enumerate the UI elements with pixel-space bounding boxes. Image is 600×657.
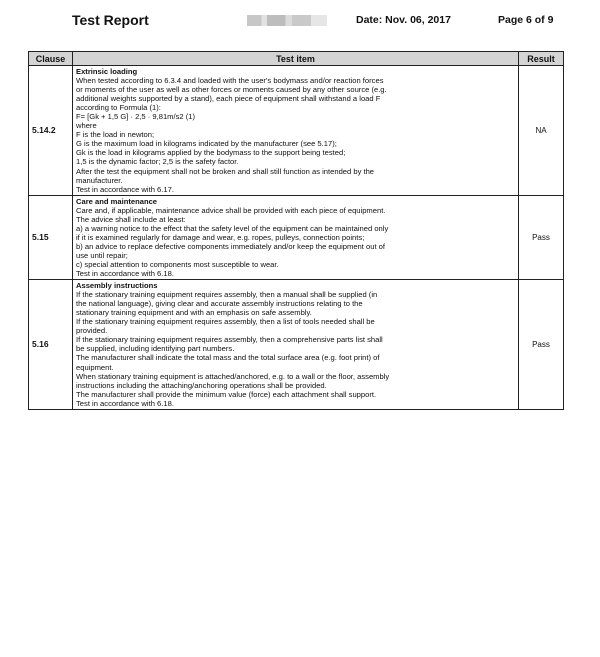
- test-item-text-line: When stationary training equipment is attached/anchored, e.g. to a wall or the floor, assembly: [76, 371, 390, 381]
- test-item-text-line: use until repair;: [76, 250, 128, 260]
- test-item-text-line: F is the load in newton;: [76, 130, 155, 140]
- test-item-text-line: The manufacturer shall provide the minimum value (force) each attachment shall support.: [76, 389, 377, 399]
- table-header-row: [29, 52, 564, 66]
- test-item-text-line: The advice shall include at least:: [76, 214, 186, 224]
- test-item-text-line: additional weights supported by a stand), each piece of equipment shall withstand a load F: [76, 94, 381, 104]
- test-item-text-line: When tested according to 6.3.4 and loaded with the user's bodymass and/or reaction forces: [76, 76, 384, 86]
- column-header-clause: Clause: [29, 52, 73, 66]
- test-item-text-line: c) special attention to components most susceptible to wear.: [76, 259, 279, 269]
- test-item-text-line: provided.: [76, 326, 108, 336]
- test-item-text-line: manufacturer.: [76, 175, 123, 185]
- test-item-text-line: or moments of the user as well as other forces or moments caused by any other source (e.g.: [76, 85, 387, 95]
- test-item-text-line: stationary training equipment and with an emphasis on safe assembly.: [76, 308, 312, 318]
- test-item-text-line: After the test the equipment shall not be broken and shall still function as intended by the: [76, 166, 375, 176]
- test-item-text-line: If the stationary training equipment requires assembly, then a manual shall be supplied (in: [76, 290, 378, 300]
- test-item-text-line: the national language), giving clear and accurate assembly instructions relating to the: [76, 299, 363, 309]
- test-item-text-line: according to Formula (1):: [76, 103, 161, 113]
- page-header: [0, 12, 600, 36]
- test-item-text-line: G is the maximum load in kilograms indicated by the manufacturer (see 5.17);: [76, 139, 337, 149]
- test-item-cell: [73, 280, 519, 410]
- test-item-text-line: Test in accordance with 6.18.: [76, 269, 174, 279]
- result-cell: Pass: [519, 280, 564, 410]
- result-cell: Pass: [519, 195, 564, 279]
- table-row: [29, 66, 564, 196]
- test-item-text-line: Test in accordance with 6.17.: [76, 184, 174, 194]
- test-item-text-line: The manufacturer shall indicate the total mass and the total surface area (e.g. foot print) of: [76, 353, 380, 363]
- test-item-cell: [73, 195, 519, 279]
- test-item-text-line: instructions including the attaching/anchoring operations shall be provided.: [76, 380, 327, 390]
- test-item-text-line: If the stationary training equipment requires assembly, then a list of tools needed shall be: [76, 317, 375, 327]
- test-item-text-line: where: [76, 121, 97, 131]
- test-item-table: [28, 51, 564, 410]
- test-item-text-line: Care and, if applicable, maintenance advice shall be provided with each piece of equipment.: [76, 205, 386, 215]
- column-header-test-item: Test item: [73, 52, 519, 66]
- test-item-title: Extrinsic loading: [76, 67, 138, 76]
- test-item-text-line: if it is examined regularly for damage and wear, e.g. ropes, pulleys, connection points;: [76, 232, 365, 242]
- test-item-text-line: If the stationary training equipment requires assembly, then a comprehensive parts list shall: [76, 335, 383, 345]
- test-item-title: Assembly instructions: [76, 281, 158, 291]
- test-item-title: Care and maintenance: [76, 196, 158, 206]
- test-item-text-line: Test in accordance with 6.18.: [76, 398, 174, 408]
- test-item-text-line: 1,5 is the dynamic factor; 2,5 is the safety factor.: [76, 157, 239, 167]
- clause-cell: 5.14.2: [29, 66, 73, 196]
- clause-cell: 5.15: [29, 195, 73, 279]
- report-title: Test Report: [72, 12, 149, 28]
- page-number: Page 6 of 9: [498, 14, 554, 26]
- table-row: [29, 280, 564, 410]
- table-row: [29, 195, 564, 279]
- test-item-text-line: b) an advice to replace defective components immediately and/or keep the equipment out of: [76, 241, 385, 251]
- test-item-text-line: F= [Gk + 1,5 G] · 2,5 · 9,81m/s2 (1): [76, 112, 196, 122]
- test-item-cell: [73, 66, 519, 196]
- test-item-text-line: equipment.: [76, 362, 114, 372]
- column-header-result: Result: [519, 52, 564, 66]
- result-cell: NA: [519, 66, 564, 196]
- test-item-text-line: Gk is the load in kilograms applied by the bodymass to the support being tested;: [76, 148, 346, 158]
- clause-cell: 5.16: [29, 280, 73, 410]
- report-date: Date: Nov. 06, 2017: [356, 14, 451, 26]
- test-item-text-line: a) a warning notice to the effect that the safety level of the equipment can be maintained only: [76, 223, 389, 233]
- redacted-report-number: [247, 15, 327, 26]
- test-item-text-line: be supplied, including identifying part numbers.: [76, 344, 235, 354]
